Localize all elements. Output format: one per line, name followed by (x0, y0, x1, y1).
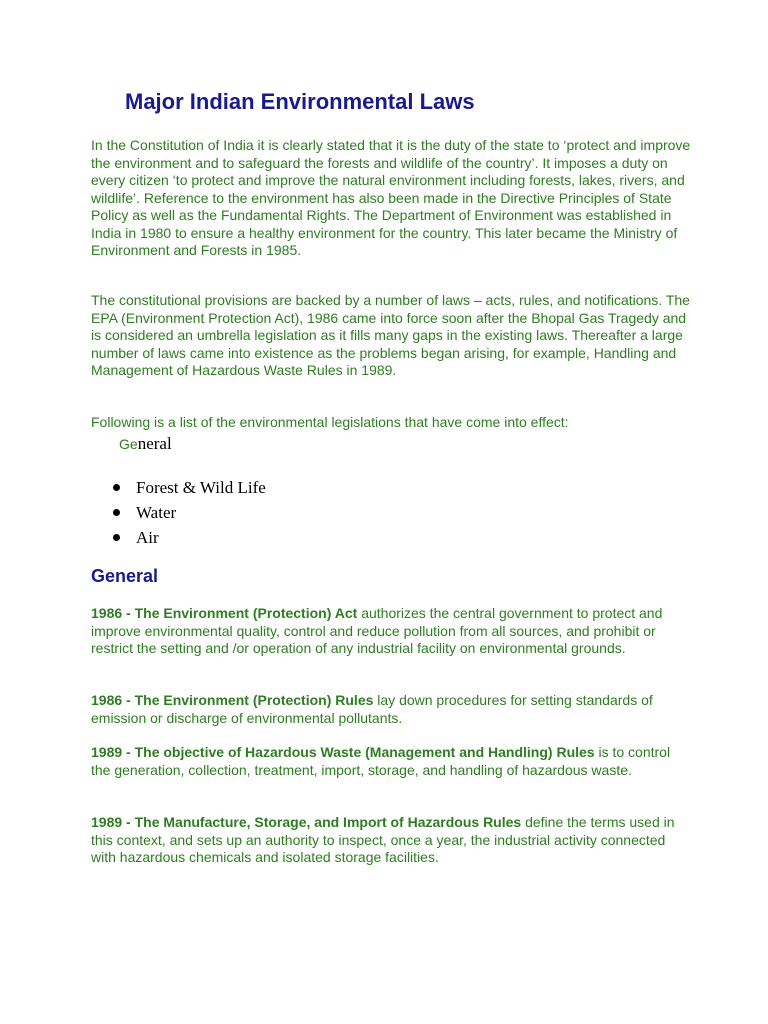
bullet-icon (113, 509, 120, 516)
list-intro-paragraph: Following is a list of the environmental legislations that have come into effect: (91, 414, 569, 430)
section-heading-general: General (91, 566, 159, 586)
toc-heading-rest: neral (137, 434, 172, 453)
provisions-paragraph: The constitutional provisions are backed by a number of laws – acts, rules, and notifications. The EPA (Environment Protection Act), 1986 came into force soon after the Bhopal Gas Tragedy and is considered an umbrella legislation as it fills many gaps in the existing laws. Thereafter a large number of laws came into existence as the problems began arising, for example, Handling and Management of Hazardous Waste Rules in 1989. (91, 292, 690, 378)
toc-item-label: Air (136, 528, 159, 547)
toc-item-label: Forest & Wild Life (136, 478, 266, 497)
bullet-icon (113, 484, 120, 491)
law-title: 1986 - The Environment (Protection) Rules (91, 692, 374, 708)
law-description: authorizes the central government to protect and improve environmental quality, control and reduce pollution from all sources, and prohibit or restrict the setting and /or operation of any industrial facility on environmental grounds. (91, 605, 663, 656)
law-entry (91, 605, 691, 658)
law-title: 1989 - The Manufacture, Storage, and Import of Hazardous Rules (91, 814, 522, 830)
page-title: Major Indian Environmental Laws (125, 89, 475, 114)
law-description: is to control the generation, collection, treatment, import, storage, and handling of hazardous waste. (91, 744, 671, 778)
law-entry (91, 814, 691, 867)
bullet-icon (113, 534, 120, 541)
toc-heading-general[interactable] (119, 434, 172, 454)
intro-paragraph: In the Constitution of India it is clearly stated that it is the duty of the state to ‘protect and improve the environment and to safeguard the forests and wildlife of the country’. It imposes a duty on every citizen ‘to protect and improve the natural environment including forests, lakes, rivers, and wildlife’. Reference to the environment has also been made in the Directive Principles of State Policy as well as the Fundamental Rights. The Department of Environment was established in India in 1980 to ensure a healthy environment for the country. This later became the Ministry of Environment and Forests in 1985. (91, 137, 691, 258)
toc-item-water[interactable] (91, 500, 266, 525)
toc-item-label: Water (136, 503, 177, 522)
law-entry (91, 744, 691, 779)
law-title: 1986 - The Environment (Protection) Act (91, 605, 358, 621)
law-description: define the terms used in this context, and sets up an authority to inspect, once a year, the industrial activity connected with hazardous chemicals and isolated storage facilities. (91, 814, 675, 865)
law-description: lay down procedures for setting standards of emission or discharge of environmental pollutants. (91, 692, 653, 726)
toc-heading-prefix: Ge (119, 436, 138, 452)
law-title: 1989 - The objective of Hazardous Waste (Management and Handling) Rules (91, 744, 595, 760)
toc-list (91, 475, 266, 550)
toc-item-forest-wildlife[interactable] (91, 475, 266, 500)
toc-item-air[interactable] (91, 525, 266, 550)
law-entry (91, 692, 691, 727)
